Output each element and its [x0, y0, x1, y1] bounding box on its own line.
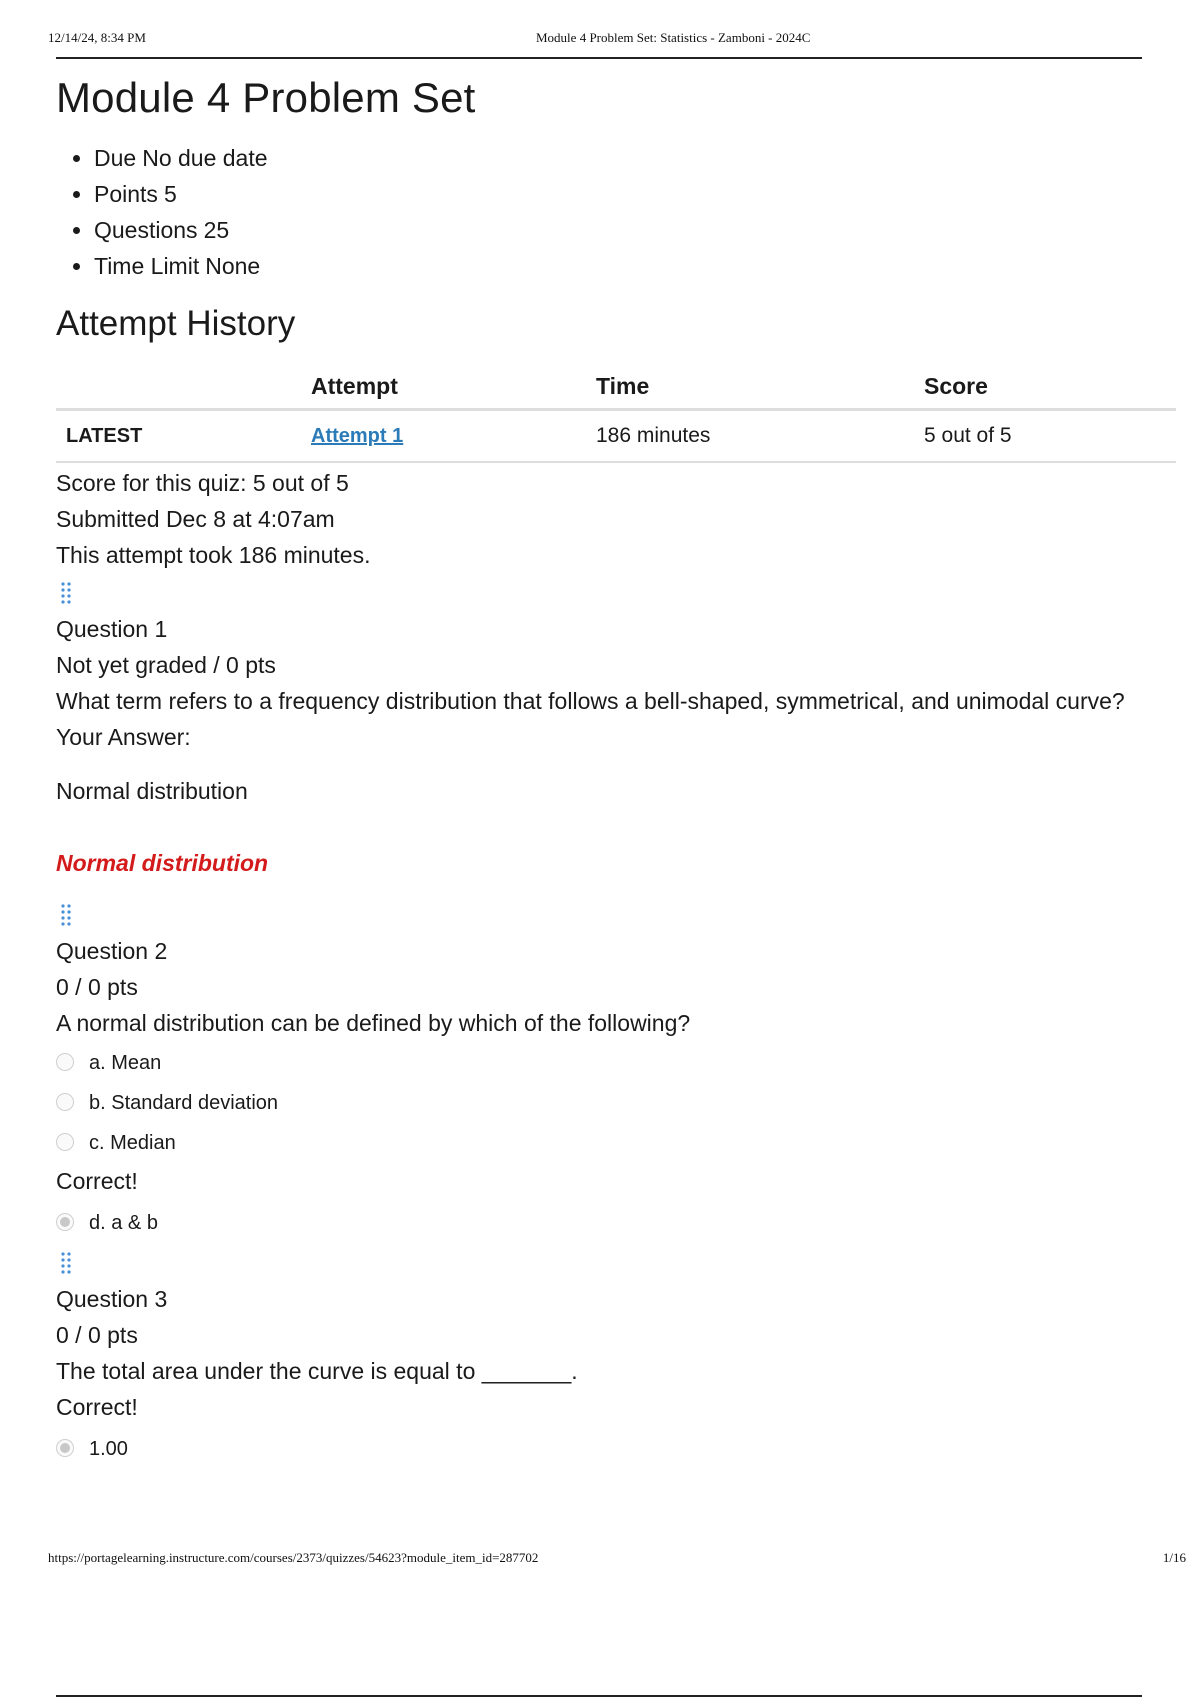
- option-label: b. Standard deviation: [89, 1092, 279, 1114]
- option-label: 1.00: [89, 1438, 128, 1460]
- footer-divider: [56, 1695, 1142, 1697]
- question-text: The total area under the curve is equal to _______.: [56, 1358, 578, 1384]
- score-cell: 5 out of 5: [924, 410, 1176, 463]
- meta-label: Points: [94, 181, 158, 207]
- meta-time-limit: [94, 248, 1176, 284]
- question-title: Question 3: [56, 1286, 168, 1312]
- drag-handle-icon[interactable]: [56, 1243, 1176, 1281]
- your-answer-label: Your Answer:: [56, 724, 191, 750]
- table-header-row: [56, 364, 1176, 410]
- drag-handle-icon[interactable]: [56, 895, 1176, 933]
- attempt-1-link[interactable]: Attempt 1: [311, 425, 404, 447]
- question-text: A normal distribution can be defined by which of the following?: [56, 1010, 691, 1036]
- option-label: c. Median: [89, 1132, 176, 1154]
- meta-value: None: [205, 253, 261, 279]
- correct-answer: Normal distribution: [56, 850, 269, 876]
- submitted-date: Submitted Dec 8 at 4:07am: [56, 506, 335, 532]
- meta-label: Questions: [94, 217, 198, 243]
- radio-icon[interactable]: [56, 1133, 74, 1151]
- answer-option[interactable]: [56, 1043, 1176, 1083]
- question-title: Question 2: [56, 938, 168, 964]
- print-header: [48, 30, 1142, 56]
- print-page-title: Module 4 Problem Set: Statistics - Zamboni - 2024C: [536, 30, 811, 45]
- page-url: https://portagelearning.instructure.com/courses/2373/quizzes/54623?module_item_id=287702: [48, 1550, 539, 1565]
- meta-value: No due date: [142, 145, 268, 171]
- column-header-attempt: Attempt: [311, 364, 596, 410]
- attempt-cell: [311, 410, 596, 463]
- option-label: a. Mean: [89, 1052, 162, 1074]
- answer-option[interactable]: [56, 1083, 1176, 1123]
- correct-label: Correct!: [56, 1394, 138, 1420]
- header-divider: [56, 57, 1142, 59]
- page-title: Module 4 Problem Set: [56, 74, 476, 121]
- page-number: 1/16: [1162, 1550, 1186, 1565]
- column-header-blank: [56, 364, 311, 410]
- radio-icon[interactable]: [56, 1093, 74, 1111]
- correct-option[interactable]: [56, 1203, 1176, 1243]
- quiz-score: Score for this quiz: 5 out of 5: [56, 470, 349, 496]
- table-row: [56, 410, 1176, 463]
- drag-handle-icon[interactable]: [56, 573, 1176, 611]
- meta-value: 5: [163, 181, 177, 207]
- radio-selected-icon[interactable]: [56, 1439, 74, 1457]
- question-points: Not yet graded / 0 pts: [56, 652, 276, 678]
- meta-label: Due: [94, 145, 137, 171]
- question-points: 0 / 0 pts: [56, 1322, 138, 1348]
- time-cell: 186 minutes: [596, 410, 924, 463]
- meta-questions: [94, 212, 1176, 248]
- column-header-score: Score: [924, 364, 1176, 410]
- meta-label: Time Limit: [94, 253, 200, 279]
- radio-icon[interactable]: [56, 1053, 74, 1071]
- meta-due: [94, 140, 1176, 176]
- answer-option[interactable]: [56, 1123, 1176, 1163]
- quiz-content: [56, 68, 1176, 1469]
- column-header-time: Time: [596, 364, 924, 410]
- question-text: What term refers to a frequency distribution that follows a bell-shaped, symmetrical, and unimodal curve?: [56, 688, 1125, 714]
- attempt-history-heading: Attempt History: [56, 304, 296, 343]
- quiz-meta-list: [56, 140, 1176, 284]
- meta-value: 25: [203, 217, 230, 243]
- correct-label: Correct!: [56, 1168, 138, 1194]
- your-answer: Normal distribution: [56, 778, 248, 804]
- print-datetime: 12/14/24, 8:34 PM: [48, 30, 146, 45]
- attempt-duration: This attempt took 186 minutes.: [56, 542, 371, 568]
- question-points: 0 / 0 pts: [56, 974, 138, 1000]
- option-label: d. a & b: [89, 1212, 158, 1234]
- latest-tag: LATEST: [56, 410, 311, 463]
- attempt-history-table: [56, 364, 1176, 463]
- radio-selected-icon[interactable]: [56, 1213, 74, 1231]
- question-title: Question 1: [56, 616, 168, 642]
- meta-points: [94, 176, 1176, 212]
- correct-option[interactable]: [56, 1429, 1176, 1469]
